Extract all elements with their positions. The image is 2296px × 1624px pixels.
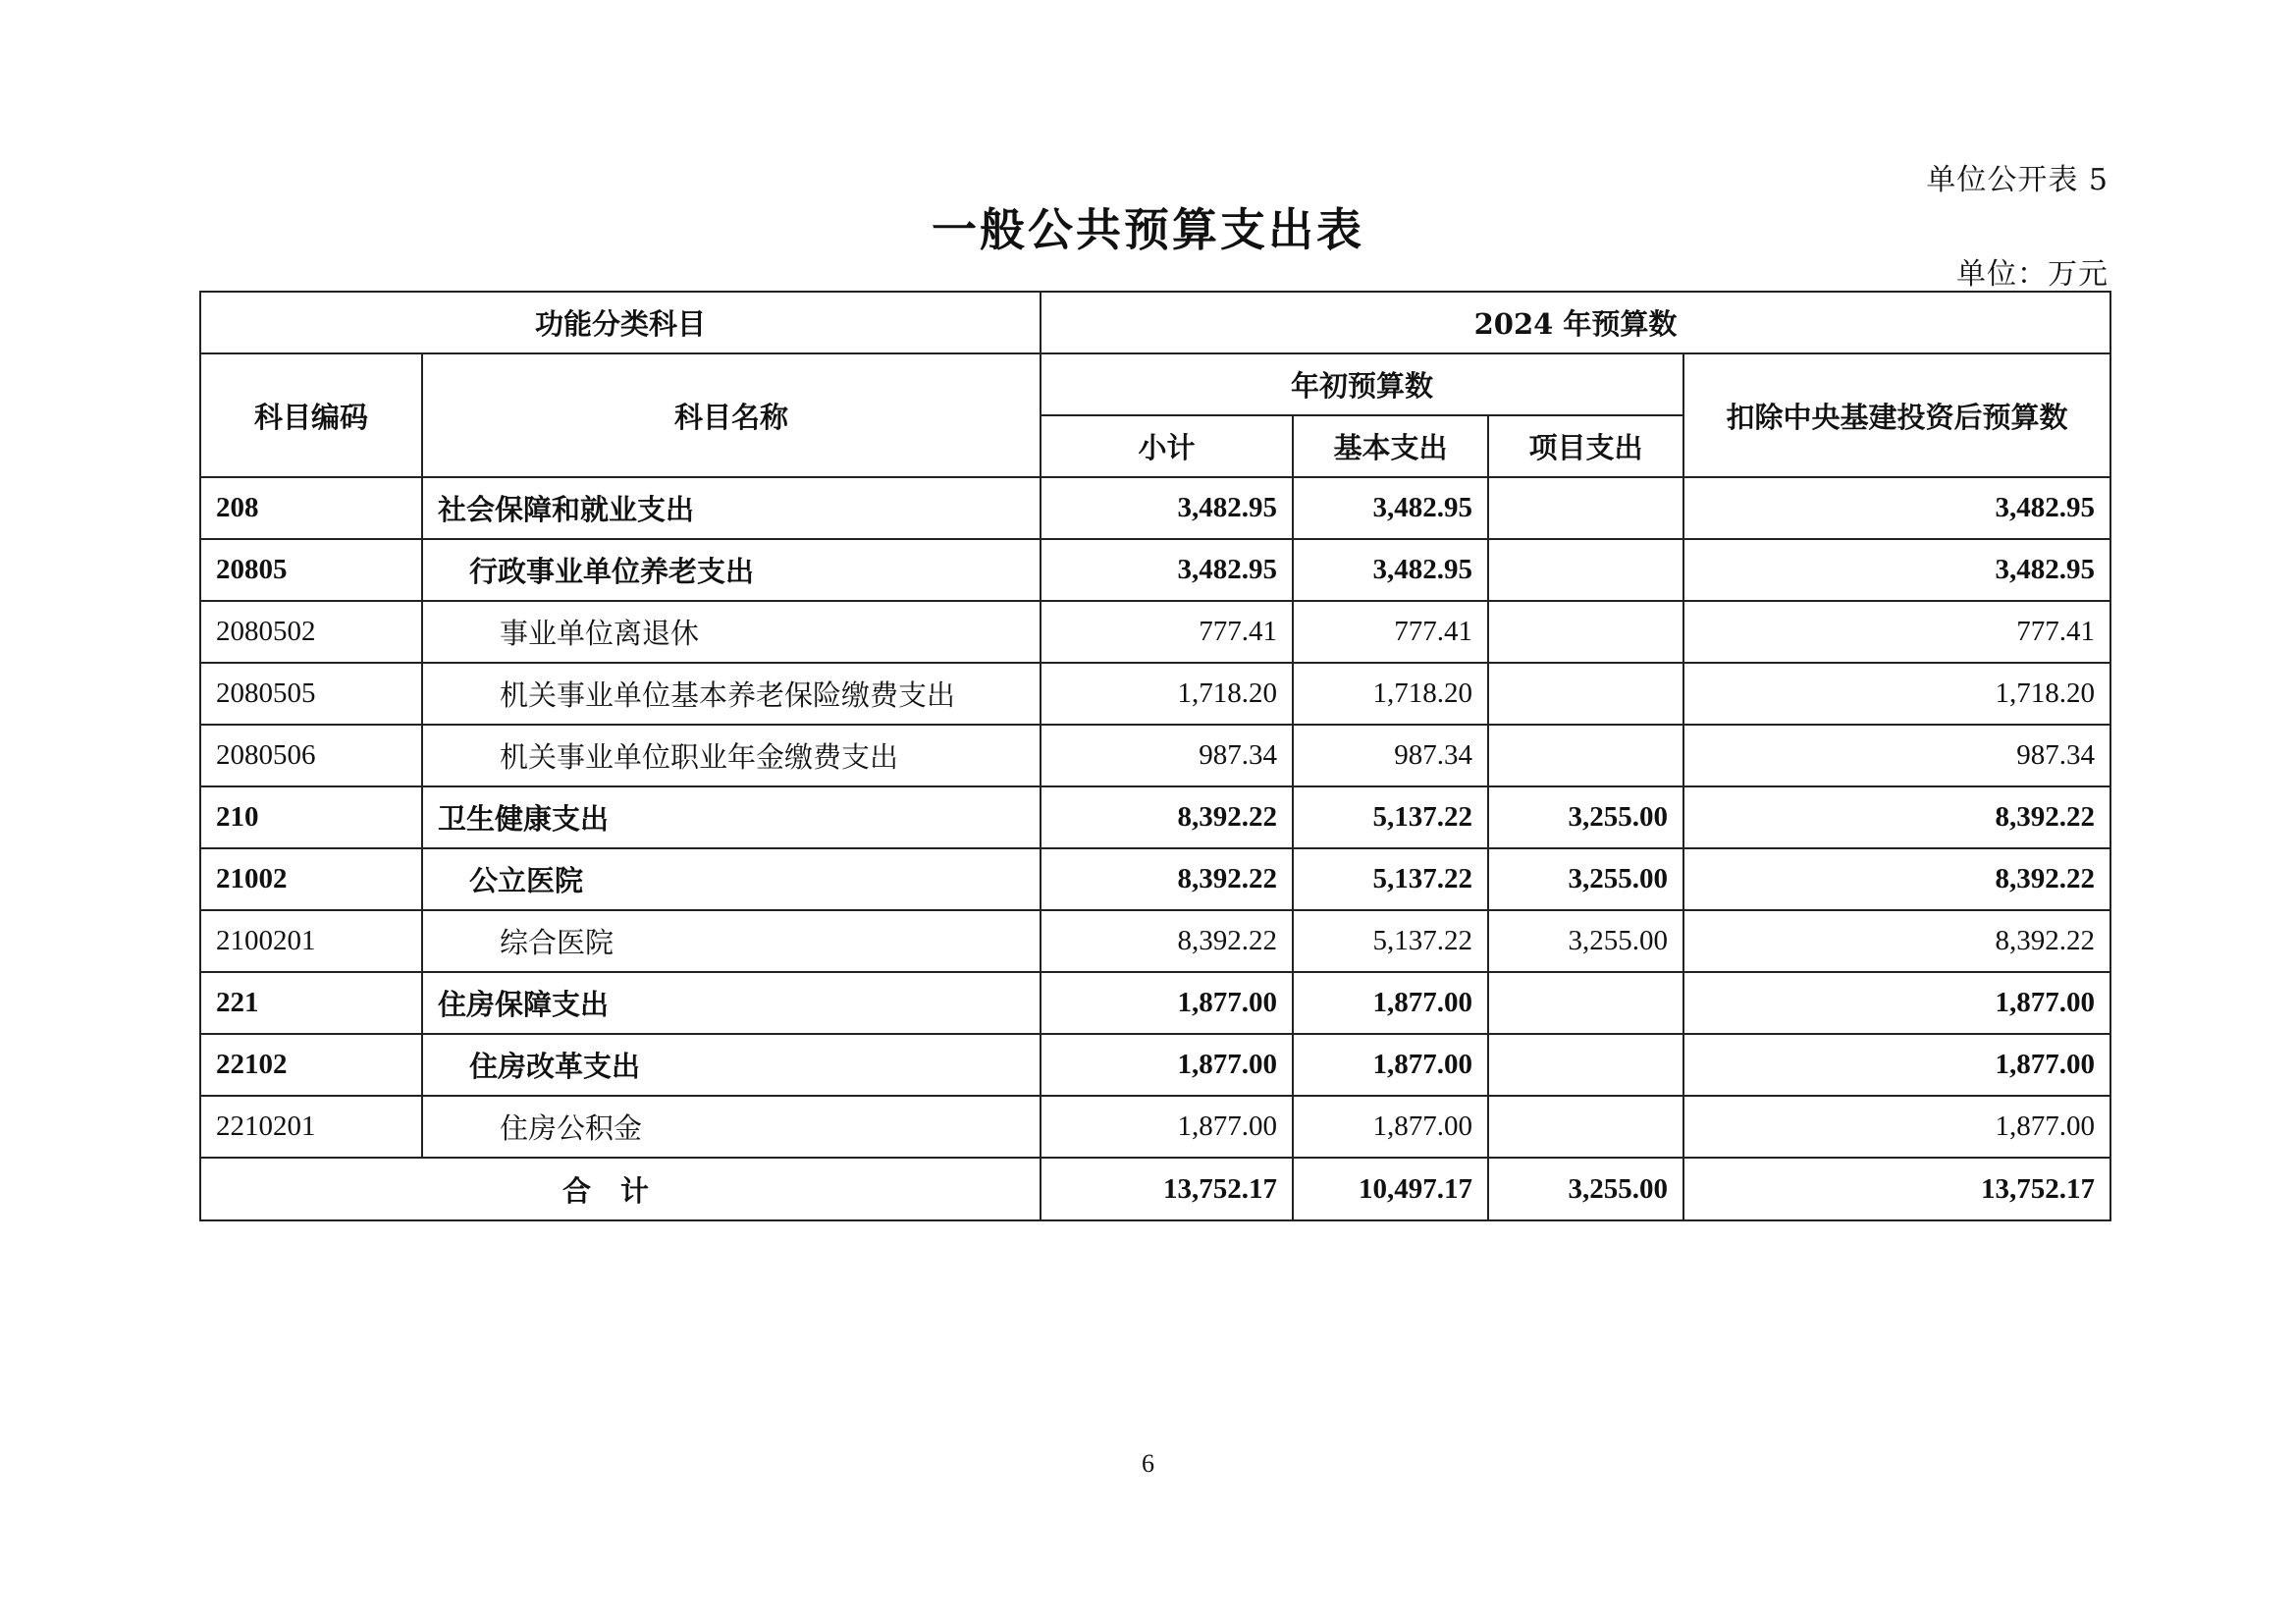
- row-name: 住房公积金: [422, 1096, 1041, 1158]
- row-name: 社会保障和就业支出: [422, 477, 1041, 539]
- row-after: 1,877.00: [1683, 972, 2110, 1034]
- header-after-deduction: 扣除中央基建投资后预算数: [1683, 353, 2110, 477]
- page-number: 6: [1142, 1449, 1154, 1478]
- row-code: 210: [200, 786, 422, 848]
- header-subtotal: 小计: [1041, 415, 1293, 477]
- row-name: 公立医院: [422, 848, 1041, 910]
- row-project: [1488, 972, 1683, 1034]
- row-subtotal: 1,877.00: [1041, 1096, 1293, 1158]
- header-basic-expense: 基本支出: [1293, 415, 1488, 477]
- row-project: [1488, 1096, 1683, 1158]
- row-name: 综合医院: [422, 910, 1041, 972]
- row-code: 21002: [200, 848, 422, 910]
- row-project: [1488, 1034, 1683, 1096]
- header-functional-class: 功能分类科目: [200, 292, 1041, 353]
- header-initial-budget: 年初预算数: [1041, 353, 1683, 415]
- row-code: 208: [200, 477, 422, 539]
- row-name: 卫生健康支出: [422, 786, 1041, 848]
- row-subtotal: 1,877.00: [1041, 972, 1293, 1034]
- row-code: 2210201: [200, 1096, 422, 1158]
- total-project: 3,255.00: [1488, 1158, 1683, 1220]
- row-after: 8,392.22: [1683, 786, 2110, 848]
- total-basic: 10,497.17: [1293, 1158, 1488, 1220]
- row-basic: 5,137.22: [1293, 910, 1488, 972]
- row-project: 3,255.00: [1488, 848, 1683, 910]
- row-name: 事业单位离退休: [422, 601, 1041, 663]
- row-subtotal: 8,392.22: [1041, 910, 1293, 972]
- total-subtotal: 13,752.17: [1041, 1158, 1293, 1220]
- row-project: [1488, 663, 1683, 725]
- row-code: 2080502: [200, 601, 422, 663]
- row-after: 8,392.22: [1683, 910, 2110, 972]
- row-basic: 987.34: [1293, 725, 1488, 786]
- row-subtotal: 987.34: [1041, 725, 1293, 786]
- row-code: 2080505: [200, 663, 422, 725]
- row-basic: 3,482.95: [1293, 477, 1488, 539]
- row-basic: 5,137.22: [1293, 848, 1488, 910]
- row-subtotal: 1,718.20: [1041, 663, 1293, 725]
- total-after: 13,752.17: [1683, 1158, 2110, 1220]
- row-project: [1488, 725, 1683, 786]
- table-row: [200, 1034, 2110, 1096]
- row-subtotal: 8,392.22: [1041, 848, 1293, 910]
- row-code: 221: [200, 972, 422, 1034]
- row-basic: 777.41: [1293, 601, 1488, 663]
- row-name: 住房改革支出: [422, 1034, 1041, 1096]
- table-row: [200, 601, 2110, 663]
- row-subtotal: 8,392.22: [1041, 786, 1293, 848]
- row-after: 1,718.20: [1683, 663, 2110, 725]
- row-project: [1488, 477, 1683, 539]
- unit-label: 单位：万元: [1956, 257, 2109, 292]
- total-label: 合计: [200, 1158, 1041, 1220]
- budget-expenditure-table: [199, 291, 2111, 1221]
- row-project: [1488, 601, 1683, 663]
- table-row: [200, 477, 2110, 539]
- row-basic: 1,718.20: [1293, 663, 1488, 725]
- row-code: 22102: [200, 1034, 422, 1096]
- row-basic: 1,877.00: [1293, 1096, 1488, 1158]
- row-subtotal: 1,877.00: [1041, 1034, 1293, 1096]
- row-code: 2100201: [200, 910, 422, 972]
- row-name: 住房保障支出: [422, 972, 1041, 1034]
- row-project: [1488, 539, 1683, 601]
- row-after: 8,392.22: [1683, 848, 2110, 910]
- header-budget-year: 2024 年预算数: [1041, 292, 2110, 353]
- row-code: 2080506: [200, 725, 422, 786]
- row-name: 机关事业单位职业年金缴费支出: [422, 725, 1041, 786]
- header-subject-name: 科目名称: [422, 353, 1041, 477]
- row-project: 3,255.00: [1488, 910, 1683, 972]
- row-subtotal: 3,482.95: [1041, 539, 1293, 601]
- form-number: 单位公开表 5: [1926, 163, 2109, 197]
- row-after: 1,877.00: [1683, 1096, 2110, 1158]
- table-row: [200, 1096, 2110, 1158]
- row-after: 987.34: [1683, 725, 2110, 786]
- header-subject-code: 科目编码: [200, 353, 422, 477]
- row-basic: 3,482.95: [1293, 539, 1488, 601]
- row-name: 机关事业单位基本养老保险缴费支出: [422, 663, 1041, 725]
- row-name: 行政事业单位养老支出: [422, 539, 1041, 601]
- row-code: 20805: [200, 539, 422, 601]
- row-project: 3,255.00: [1488, 786, 1683, 848]
- row-subtotal: 3,482.95: [1041, 477, 1293, 539]
- row-basic: 5,137.22: [1293, 786, 1488, 848]
- row-subtotal: 777.41: [1041, 601, 1293, 663]
- table-row: [200, 725, 2110, 786]
- table-body: [200, 477, 2110, 1220]
- total-row: [200, 1158, 2110, 1220]
- row-basic: 1,877.00: [1293, 1034, 1488, 1096]
- row-after: 777.41: [1683, 601, 2110, 663]
- row-after: 3,482.95: [1683, 477, 2110, 539]
- row-after: 3,482.95: [1683, 539, 2110, 601]
- row-basic: 1,877.00: [1293, 972, 1488, 1034]
- page-title: 一般公共预算支出表: [932, 203, 1364, 256]
- header-project-expense: 项目支出: [1488, 415, 1683, 477]
- row-after: 1,877.00: [1683, 1034, 2110, 1096]
- table-row: [200, 972, 2110, 1034]
- table-row: [200, 539, 2110, 601]
- table-row: [200, 848, 2110, 910]
- table-row: [200, 663, 2110, 725]
- table-row: [200, 910, 2110, 972]
- table-row: [200, 786, 2110, 848]
